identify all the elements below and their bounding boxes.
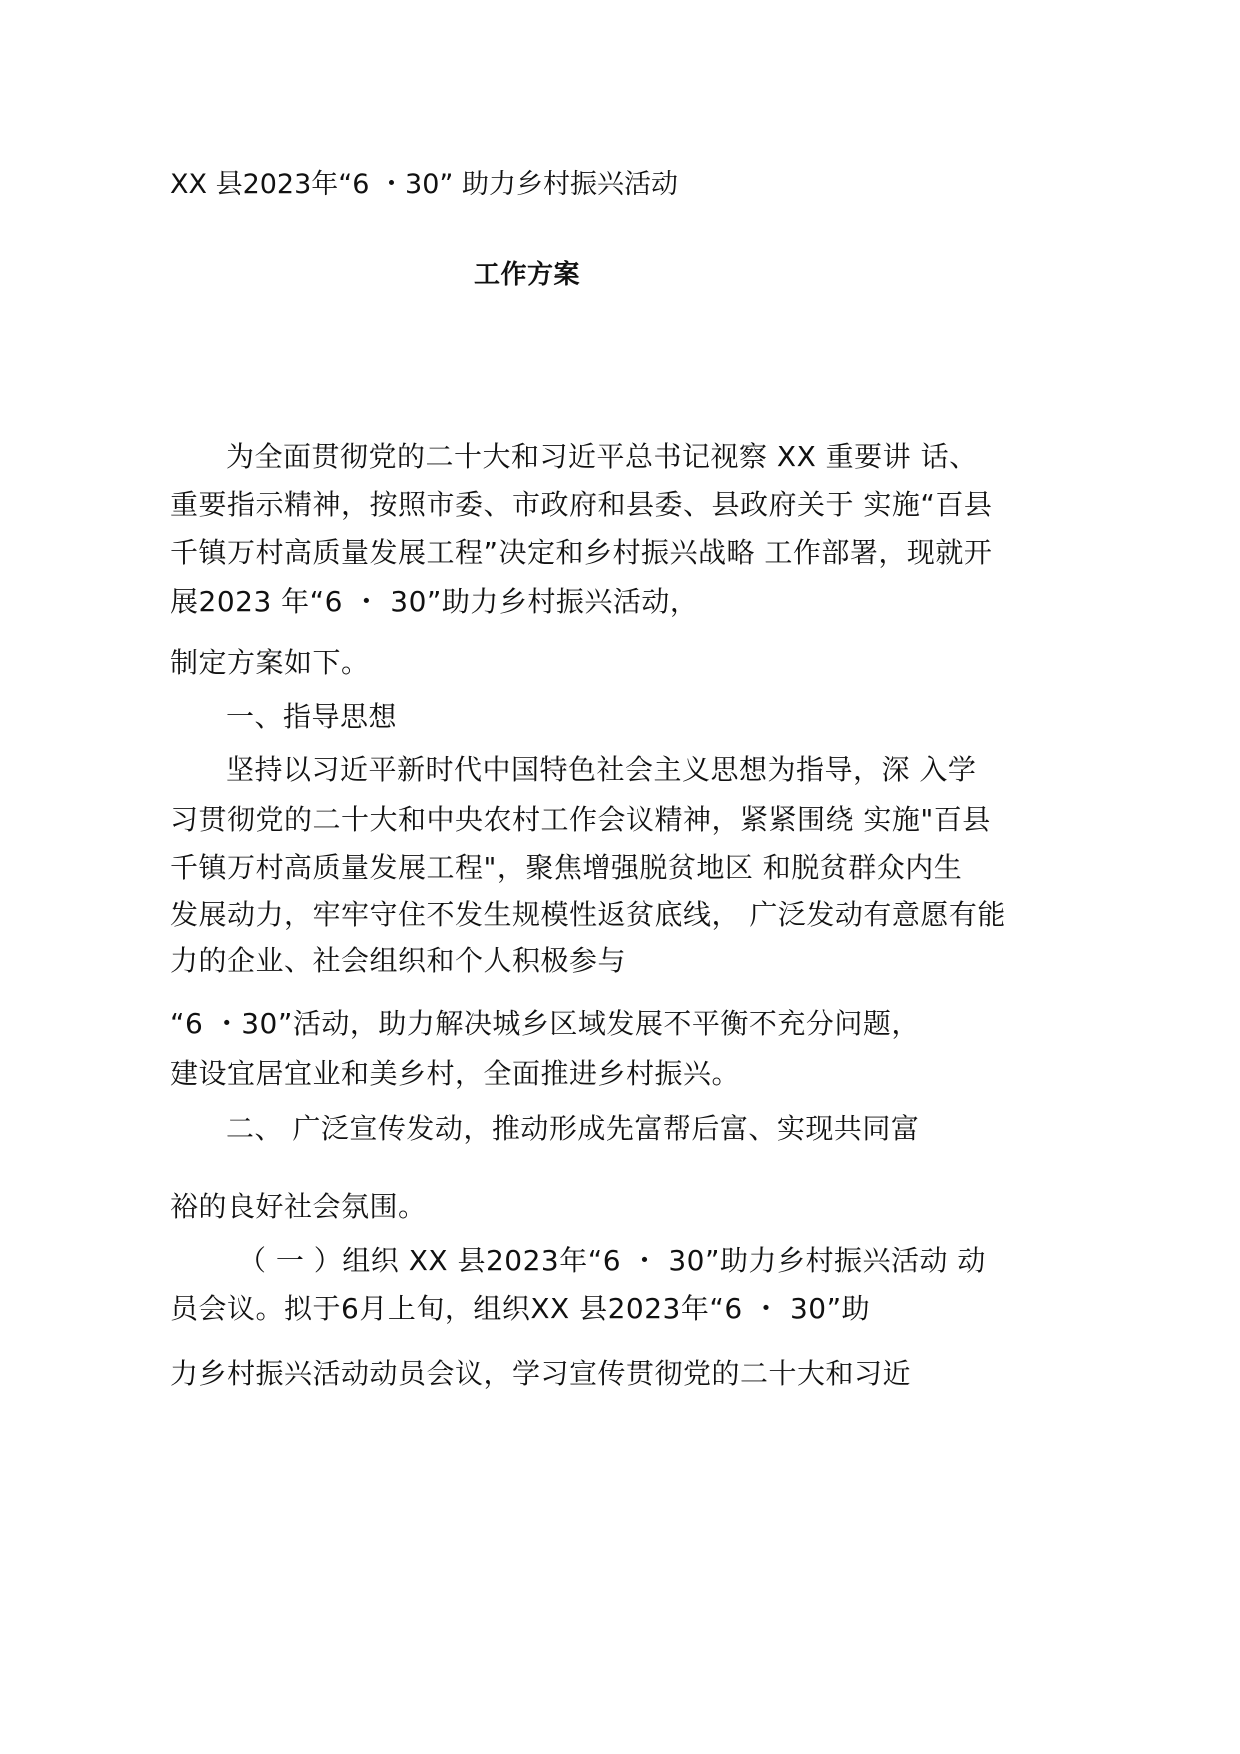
section-heading: 二、 广泛宣传发动，推动形成先富帮后富、实现共同富 bbox=[226, 1112, 920, 1145]
document-subtitle: 工作方案 bbox=[474, 260, 581, 290]
paragraph-line: 千镇万村高质量发展工程”决定和乡村振兴战略 工作部署，现就开 bbox=[170, 536, 993, 569]
paragraph-line: 坚持以习近平新时代中国特色社会主义思想为指导，深 入学 bbox=[226, 753, 977, 786]
paragraph-line: 裕的良好社会氛围。 bbox=[170, 1190, 427, 1223]
paragraph-line: 为全面贯彻党的二十大和习近平总书记视察 XX 重要讲 话、 bbox=[226, 440, 978, 473]
paragraph-line: 力乡村振兴活动动员会议，学习宣传贯彻党的二十大和习近 bbox=[170, 1357, 912, 1390]
section-heading: 一、指导思想 bbox=[226, 700, 398, 733]
subsection-heading: （ 一 ）组织 XX 县2023年“6 ・ 30”助力乡村振兴活动 动 bbox=[238, 1244, 986, 1277]
paragraph-line: 展2023 年“6 ・ 30”助力乡村振兴活动， bbox=[170, 585, 699, 618]
paragraph-line: “6 ・30”活动，助力解决城乡区域发展不平衡不充分问题， bbox=[170, 1007, 920, 1040]
paragraph-line: 千镇万村高质量发展工程"，聚焦增强脱贫地区 和脱贫群众内生 bbox=[170, 851, 963, 884]
paragraph-line: 员会议。拟于6月上旬，组织XX 县2023年“6 ・ 30”助 bbox=[170, 1292, 871, 1325]
paragraph-line: 重要指示精神，按照市委、市政府和县委、县政府关于 实施“百县 bbox=[170, 488, 993, 521]
paragraph-line: 发展动力，牢牢守住不发生规模性返贫底线， 广泛发动有意愿有能 bbox=[170, 898, 1006, 931]
paragraph-line: 力的企业、社会组织和个人积极参与 bbox=[170, 944, 627, 977]
paragraph-line: 建设宜居宜业和美乡村，全面推进乡村振兴。 bbox=[170, 1057, 741, 1090]
paragraph-line: 习贯彻党的二十大和中央农村工作会议精神，紧紧围绕 实施"百县 bbox=[170, 803, 991, 836]
paragraph-line: 制定方案如下。 bbox=[170, 646, 370, 679]
document-title: XX 县2023年“6 ・30” 助力乡村振兴活动 bbox=[170, 169, 678, 200]
